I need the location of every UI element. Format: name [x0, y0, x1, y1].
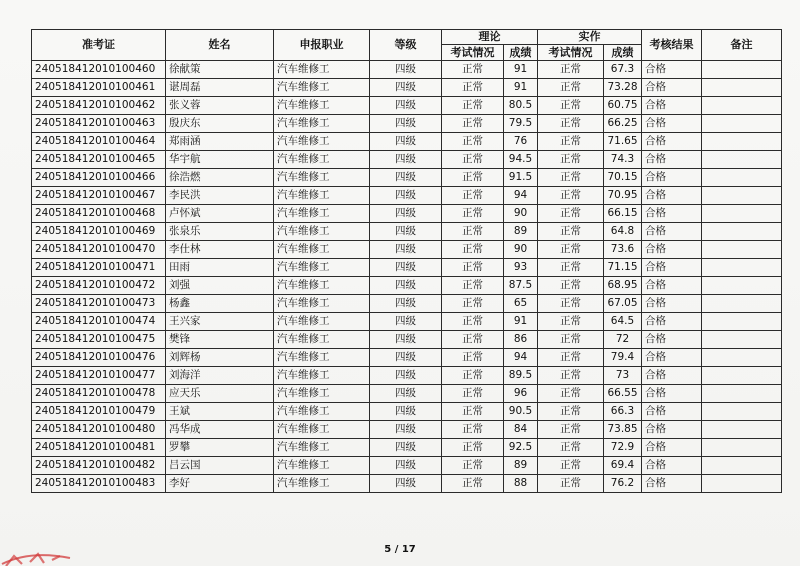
table-row	[32, 169, 782, 187]
cell-job: 汽车维修工	[274, 277, 370, 295]
cell-name: 谌周磊	[166, 79, 274, 97]
cell-theory-score: 94.5	[504, 151, 538, 169]
cell-name: 田雨	[166, 259, 274, 277]
cell-practice-status: 正常	[538, 403, 604, 421]
table-row	[32, 349, 782, 367]
cell-id: 240518412010100471	[32, 259, 166, 277]
cell-id: 240518412010100481	[32, 439, 166, 457]
cell-practice-score: 66.25	[604, 115, 642, 133]
official-seal-fragment	[0, 544, 90, 566]
cell-theory-status: 正常	[442, 295, 504, 313]
cell-remark	[702, 385, 782, 403]
cell-theory-score: 94	[504, 349, 538, 367]
cell-practice-score: 66.15	[604, 205, 642, 223]
cell-name: 刘强	[166, 277, 274, 295]
cell-remark	[702, 61, 782, 79]
cell-job: 汽车维修工	[274, 223, 370, 241]
cell-id: 240518412010100479	[32, 403, 166, 421]
cell-result: 合格	[642, 421, 702, 439]
cell-practice-status: 正常	[538, 151, 604, 169]
cell-name: 华宇航	[166, 151, 274, 169]
cell-theory-status: 正常	[442, 367, 504, 385]
cell-theory-score: 91	[504, 313, 538, 331]
cell-job: 汽车维修工	[274, 421, 370, 439]
cell-job: 汽车维修工	[274, 115, 370, 133]
cell-result: 合格	[642, 115, 702, 133]
cell-theory-score: 79.5	[504, 115, 538, 133]
cell-theory-status: 正常	[442, 313, 504, 331]
cell-practice-score: 66.3	[604, 403, 642, 421]
cell-theory-status: 正常	[442, 385, 504, 403]
cell-level: 四级	[370, 295, 442, 313]
cell-theory-status: 正常	[442, 205, 504, 223]
cell-result: 合格	[642, 187, 702, 205]
cell-theory-status: 正常	[442, 421, 504, 439]
cell-job: 汽车维修工	[274, 385, 370, 403]
cell-practice-score: 71.65	[604, 133, 642, 151]
cell-result: 合格	[642, 205, 702, 223]
table-row	[32, 79, 782, 97]
cell-practice-status: 正常	[538, 313, 604, 331]
cell-practice-score: 69.4	[604, 457, 642, 475]
cell-name: 张泉乐	[166, 223, 274, 241]
score-table	[31, 29, 782, 493]
cell-id: 240518412010100480	[32, 421, 166, 439]
cell-job: 汽车维修工	[274, 79, 370, 97]
cell-theory-status: 正常	[442, 439, 504, 457]
cell-name: 冯华成	[166, 421, 274, 439]
cell-practice-score: 64.8	[604, 223, 642, 241]
cell-level: 四级	[370, 403, 442, 421]
cell-remark	[702, 133, 782, 151]
cell-practice-score: 60.75	[604, 97, 642, 115]
cell-theory-score: 90	[504, 205, 538, 223]
cell-job: 汽车维修工	[274, 313, 370, 331]
table-row	[32, 295, 782, 313]
cell-level: 四级	[370, 241, 442, 259]
cell-name: 刘海洋	[166, 367, 274, 385]
table-row	[32, 367, 782, 385]
cell-id: 240518412010100464	[32, 133, 166, 151]
cell-id: 240518412010100467	[32, 187, 166, 205]
cell-remark	[702, 457, 782, 475]
cell-remark	[702, 79, 782, 97]
table-row	[32, 115, 782, 133]
cell-practice-status: 正常	[538, 133, 604, 151]
cell-id: 240518412010100478	[32, 385, 166, 403]
table-row	[32, 403, 782, 421]
cell-practice-status: 正常	[538, 97, 604, 115]
cell-remark	[702, 367, 782, 385]
cell-theory-score: 90	[504, 241, 538, 259]
cell-practice-status: 正常	[538, 205, 604, 223]
cell-remark	[702, 421, 782, 439]
cell-result: 合格	[642, 241, 702, 259]
cell-remark	[702, 439, 782, 457]
cell-level: 四级	[370, 79, 442, 97]
cell-practice-status: 正常	[538, 241, 604, 259]
cell-theory-score: 76	[504, 133, 538, 151]
cell-level: 四级	[370, 133, 442, 151]
table-row	[32, 241, 782, 259]
header-theory: 理论	[442, 30, 538, 45]
cell-theory-status: 正常	[442, 349, 504, 367]
table-row	[32, 205, 782, 223]
cell-job: 汽车维修工	[274, 169, 370, 187]
cell-theory-status: 正常	[442, 97, 504, 115]
cell-result: 合格	[642, 331, 702, 349]
cell-job: 汽车维修工	[274, 295, 370, 313]
cell-name: 吕云国	[166, 457, 274, 475]
cell-level: 四级	[370, 457, 442, 475]
cell-name: 徐浩燃	[166, 169, 274, 187]
cell-remark	[702, 223, 782, 241]
cell-result: 合格	[642, 385, 702, 403]
cell-level: 四级	[370, 475, 442, 493]
cell-result: 合格	[642, 97, 702, 115]
cell-result: 合格	[642, 79, 702, 97]
cell-practice-status: 正常	[538, 223, 604, 241]
cell-name: 徐献策	[166, 61, 274, 79]
cell-name: 李民洪	[166, 187, 274, 205]
cell-practice-score: 70.95	[604, 187, 642, 205]
cell-practice-status: 正常	[538, 295, 604, 313]
cell-theory-status: 正常	[442, 331, 504, 349]
cell-theory-score: 91	[504, 79, 538, 97]
cell-result: 合格	[642, 475, 702, 493]
header-theory-status: 考试情况	[442, 45, 504, 61]
cell-remark	[702, 313, 782, 331]
cell-job: 汽车维修工	[274, 331, 370, 349]
cell-theory-score: 96	[504, 385, 538, 403]
cell-remark	[702, 169, 782, 187]
cell-result: 合格	[642, 439, 702, 457]
table-row	[32, 475, 782, 493]
cell-theory-score: 89.5	[504, 367, 538, 385]
cell-result: 合格	[642, 349, 702, 367]
cell-job: 汽车维修工	[274, 403, 370, 421]
cell-remark	[702, 295, 782, 313]
cell-id: 240518412010100463	[32, 115, 166, 133]
cell-level: 四级	[370, 367, 442, 385]
cell-remark	[702, 349, 782, 367]
cell-practice-score: 67.3	[604, 61, 642, 79]
cell-practice-score: 73	[604, 367, 642, 385]
table-row	[32, 223, 782, 241]
cell-theory-score: 89	[504, 457, 538, 475]
cell-remark	[702, 241, 782, 259]
cell-id: 240518412010100461	[32, 79, 166, 97]
cell-job: 汽车维修工	[274, 349, 370, 367]
cell-theory-status: 正常	[442, 259, 504, 277]
cell-theory-status: 正常	[442, 187, 504, 205]
cell-id: 240518412010100465	[32, 151, 166, 169]
cell-name: 樊锋	[166, 331, 274, 349]
cell-practice-status: 正常	[538, 439, 604, 457]
cell-level: 四级	[370, 115, 442, 133]
cell-practice-score: 64.5	[604, 313, 642, 331]
cell-level: 四级	[370, 97, 442, 115]
cell-practice-score: 74.3	[604, 151, 642, 169]
cell-level: 四级	[370, 313, 442, 331]
cell-job: 汽车维修工	[274, 151, 370, 169]
cell-practice-score: 73.28	[604, 79, 642, 97]
cell-id: 240518412010100473	[32, 295, 166, 313]
cell-level: 四级	[370, 259, 442, 277]
cell-id: 240518412010100474	[32, 313, 166, 331]
cell-result: 合格	[642, 169, 702, 187]
cell-practice-status: 正常	[538, 277, 604, 295]
cell-name: 李好	[166, 475, 274, 493]
table-row	[32, 313, 782, 331]
cell-job: 汽车维修工	[274, 187, 370, 205]
cell-practice-score: 71.15	[604, 259, 642, 277]
cell-practice-score: 76.2	[604, 475, 642, 493]
cell-id: 240518412010100482	[32, 457, 166, 475]
cell-theory-status: 正常	[442, 241, 504, 259]
header-practice-score: 成绩	[604, 45, 642, 61]
cell-name: 杨鑫	[166, 295, 274, 313]
cell-theory-status: 正常	[442, 475, 504, 493]
table-row	[32, 439, 782, 457]
page-number: 5 / 17	[384, 544, 416, 555]
header-job: 申报职业	[274, 30, 370, 61]
cell-theory-status: 正常	[442, 61, 504, 79]
cell-id: 240518412010100483	[32, 475, 166, 493]
cell-theory-score: 80.5	[504, 97, 538, 115]
cell-theory-score: 65	[504, 295, 538, 313]
cell-id: 240518412010100468	[32, 205, 166, 223]
cell-practice-score: 66.55	[604, 385, 642, 403]
table-row	[32, 97, 782, 115]
cell-practice-status: 正常	[538, 349, 604, 367]
cell-practice-score: 79.4	[604, 349, 642, 367]
cell-result: 合格	[642, 295, 702, 313]
cell-result: 合格	[642, 259, 702, 277]
cell-practice-status: 正常	[538, 187, 604, 205]
cell-id: 240518412010100477	[32, 367, 166, 385]
cell-id: 240518412010100469	[32, 223, 166, 241]
table-header	[32, 30, 782, 61]
cell-name: 李仕林	[166, 241, 274, 259]
cell-level: 四级	[370, 385, 442, 403]
cell-level: 四级	[370, 331, 442, 349]
cell-name: 罗攀	[166, 439, 274, 457]
cell-result: 合格	[642, 403, 702, 421]
table-row	[32, 421, 782, 439]
cell-practice-score: 72.9	[604, 439, 642, 457]
cell-job: 汽车维修工	[274, 457, 370, 475]
cell-practice-status: 正常	[538, 169, 604, 187]
cell-remark	[702, 403, 782, 421]
header-name: 姓名	[166, 30, 274, 61]
cell-practice-status: 正常	[538, 385, 604, 403]
header-level: 等级	[370, 30, 442, 61]
cell-level: 四级	[370, 61, 442, 79]
table-row	[32, 151, 782, 169]
header-id: 准考证	[32, 30, 166, 61]
cell-name: 应天乐	[166, 385, 274, 403]
cell-theory-score: 90.5	[504, 403, 538, 421]
cell-id: 240518412010100472	[32, 277, 166, 295]
cell-job: 汽车维修工	[274, 205, 370, 223]
cell-job: 汽车维修工	[274, 133, 370, 151]
cell-id: 240518412010100460	[32, 61, 166, 79]
cell-job: 汽车维修工	[274, 61, 370, 79]
cell-level: 四级	[370, 205, 442, 223]
cell-theory-score: 91.5	[504, 169, 538, 187]
cell-name: 张义蓉	[166, 97, 274, 115]
cell-theory-score: 87.5	[504, 277, 538, 295]
cell-result: 合格	[642, 133, 702, 151]
header-remark: 备注	[702, 30, 782, 61]
cell-id: 240518412010100476	[32, 349, 166, 367]
cell-name: 王斌	[166, 403, 274, 421]
cell-theory-status: 正常	[442, 277, 504, 295]
cell-id: 240518412010100475	[32, 331, 166, 349]
table-row	[32, 277, 782, 295]
cell-theory-status: 正常	[442, 115, 504, 133]
table-row	[32, 385, 782, 403]
cell-id: 240518412010100470	[32, 241, 166, 259]
cell-result: 合格	[642, 277, 702, 295]
header-practice-status: 考试情况	[538, 45, 604, 61]
cell-remark	[702, 151, 782, 169]
cell-remark	[702, 475, 782, 493]
header-theory-score: 成绩	[504, 45, 538, 61]
cell-theory-status: 正常	[442, 403, 504, 421]
cell-remark	[702, 187, 782, 205]
cell-level: 四级	[370, 277, 442, 295]
cell-practice-score: 73.6	[604, 241, 642, 259]
cell-theory-status: 正常	[442, 223, 504, 241]
cell-name: 殷庆东	[166, 115, 274, 133]
cell-remark	[702, 205, 782, 223]
cell-job: 汽车维修工	[274, 97, 370, 115]
cell-name: 卢怀斌	[166, 205, 274, 223]
cell-practice-status: 正常	[538, 115, 604, 133]
cell-practice-status: 正常	[538, 79, 604, 97]
cell-theory-status: 正常	[442, 169, 504, 187]
cell-id: 240518412010100462	[32, 97, 166, 115]
cell-theory-score: 94	[504, 187, 538, 205]
cell-remark	[702, 97, 782, 115]
cell-job: 汽车维修工	[274, 439, 370, 457]
cell-practice-score: 70.15	[604, 169, 642, 187]
cell-practice-status: 正常	[538, 367, 604, 385]
cell-result: 合格	[642, 313, 702, 331]
header-result: 考核结果	[642, 30, 702, 61]
cell-theory-score: 89	[504, 223, 538, 241]
cell-job: 汽车维修工	[274, 241, 370, 259]
cell-practice-status: 正常	[538, 259, 604, 277]
cell-id: 240518412010100466	[32, 169, 166, 187]
cell-remark	[702, 259, 782, 277]
cell-job: 汽车维修工	[274, 475, 370, 493]
cell-theory-score: 93	[504, 259, 538, 277]
cell-practice-score: 72	[604, 331, 642, 349]
cell-job: 汽车维修工	[274, 367, 370, 385]
cell-remark	[702, 115, 782, 133]
header-practice: 实作	[538, 30, 642, 45]
cell-result: 合格	[642, 367, 702, 385]
cell-practice-status: 正常	[538, 475, 604, 493]
cell-practice-status: 正常	[538, 331, 604, 349]
cell-result: 合格	[642, 151, 702, 169]
cell-practice-status: 正常	[538, 457, 604, 475]
cell-theory-score: 92.5	[504, 439, 538, 457]
cell-job: 汽车维修工	[274, 259, 370, 277]
cell-theory-status: 正常	[442, 133, 504, 151]
table-row	[32, 331, 782, 349]
cell-level: 四级	[370, 223, 442, 241]
cell-theory-status: 正常	[442, 79, 504, 97]
cell-result: 合格	[642, 223, 702, 241]
cell-theory-score: 86	[504, 331, 538, 349]
table-row	[32, 457, 782, 475]
table-row	[32, 133, 782, 151]
cell-name: 王兴家	[166, 313, 274, 331]
cell-practice-status: 正常	[538, 421, 604, 439]
cell-remark	[702, 331, 782, 349]
cell-theory-score: 91	[504, 61, 538, 79]
cell-practice-score: 73.85	[604, 421, 642, 439]
cell-practice-score: 67.05	[604, 295, 642, 313]
cell-practice-score: 68.95	[604, 277, 642, 295]
cell-theory-score: 88	[504, 475, 538, 493]
cell-level: 四级	[370, 187, 442, 205]
cell-theory-score: 84	[504, 421, 538, 439]
table-body	[32, 61, 782, 493]
cell-theory-status: 正常	[442, 457, 504, 475]
cell-result: 合格	[642, 61, 702, 79]
cell-theory-status: 正常	[442, 151, 504, 169]
table-row	[32, 61, 782, 79]
table-row	[32, 259, 782, 277]
cell-level: 四级	[370, 439, 442, 457]
cell-level: 四级	[370, 169, 442, 187]
cell-result: 合格	[642, 457, 702, 475]
cell-name: 郑雨涵	[166, 133, 274, 151]
table-row	[32, 187, 782, 205]
cell-level: 四级	[370, 151, 442, 169]
cell-remark	[702, 277, 782, 295]
cell-level: 四级	[370, 421, 442, 439]
cell-name: 刘辉杨	[166, 349, 274, 367]
cell-level: 四级	[370, 349, 442, 367]
cell-practice-status: 正常	[538, 61, 604, 79]
